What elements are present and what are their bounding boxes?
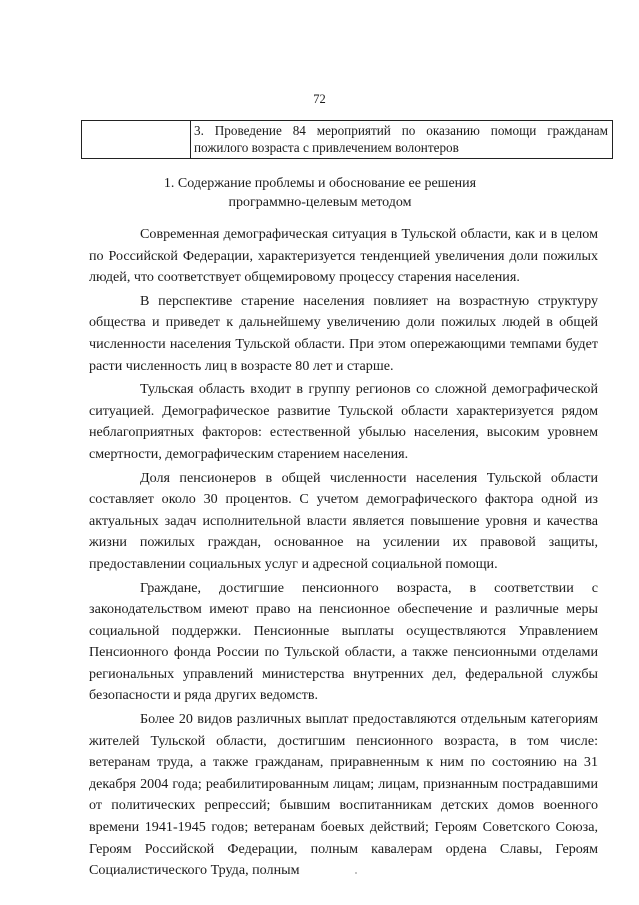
measures-table: [81, 120, 613, 159]
paragraph-payment-categories: Более 20 видов различных выплат предоставляются отдельным категориям жителей Тульской области, достигшим пенсионного возраста, в том числе: ветеранам труда, а также гражданам, приравненным к ним по состоянию на 31 декабря 2004 года; реабилитированным лицам; лицам, признанным пострадавшими от политических репрессий; бывшим воспитанникам детских домов военного времени 1941-1945 годов; ветеранам боевых действий; Героям Советского Союза, Героям Российской Федерации, полным кавалерам ордена Славы, Героям Социалистического Труда, полным: [89, 711, 598, 879]
table-row: [82, 121, 613, 159]
paragraph-aging-outlook: В перспективе старение населения повлияет на возрастную структуру общества и приведет к дальнейшему увеличению доли пожилых людей в общей численности населения Тульской области. При этом опережающими темпами будет расти численность лиц в возрасте 80 лет и старше.: [89, 292, 598, 374]
table-cell-measure: 3. Проведение 84 мероприятий по оказанию помощи гражданам пожилого возраста с привлечением волонтеров: [191, 121, 613, 159]
body-text: [89, 224, 598, 884]
section-heading-line-2: программно-целевым методом: [228, 195, 412, 210]
paragraph-pension-rights: Граждане, достигшие пенсионного возраста, в соответствии с законодательством имеют право на пенсионное обеспечение и различные меры социальной поддержки. Пенсионные выплаты осуществляются Управлением Пенсионного фонда России по Тульской области, а также пенсионными отделами региональных управлений министерства внутренних дел, федеральной службы безопасности и ряда других ведомств.: [89, 579, 598, 704]
paragraph-pensioner-share: Доля пенсионеров в общей численности населения Тульской области составляет около 30 процентов. С учетом демографического фактора одной из актуальных задач исполнительной власти является повышение уровня и качества жизни пожилых граждан, основанное на усилении их правовой защиты, предоставлении социальных услуг и адресной социальной помощи.: [89, 469, 598, 572]
section-heading-line-1: 1. Содержание проблемы и обоснование ее решения: [163, 176, 477, 191]
section-heading: [100, 174, 540, 212]
scan-speck: [355, 872, 357, 874]
page-number: 72: [313, 92, 326, 106]
paragraph-regional-factors: Тульская область входит в группу регионов со сложной демографической ситуацией. Демографическое развитие Тульской области характеризуется рядом неблагоприятных факторов: естественной убылью населения, высоким уровнем смертности, демографическим старением населения.: [89, 381, 598, 462]
paragraph-demographic-situation: Современная демографическая ситуация в Тульской области, как и в целом по Российской Федерации, характеризуется тенденцией увеличения доли пожилых людей, что соответствует общемировому процессу старения населения.: [89, 226, 598, 286]
table-cell-empty: [82, 121, 191, 159]
